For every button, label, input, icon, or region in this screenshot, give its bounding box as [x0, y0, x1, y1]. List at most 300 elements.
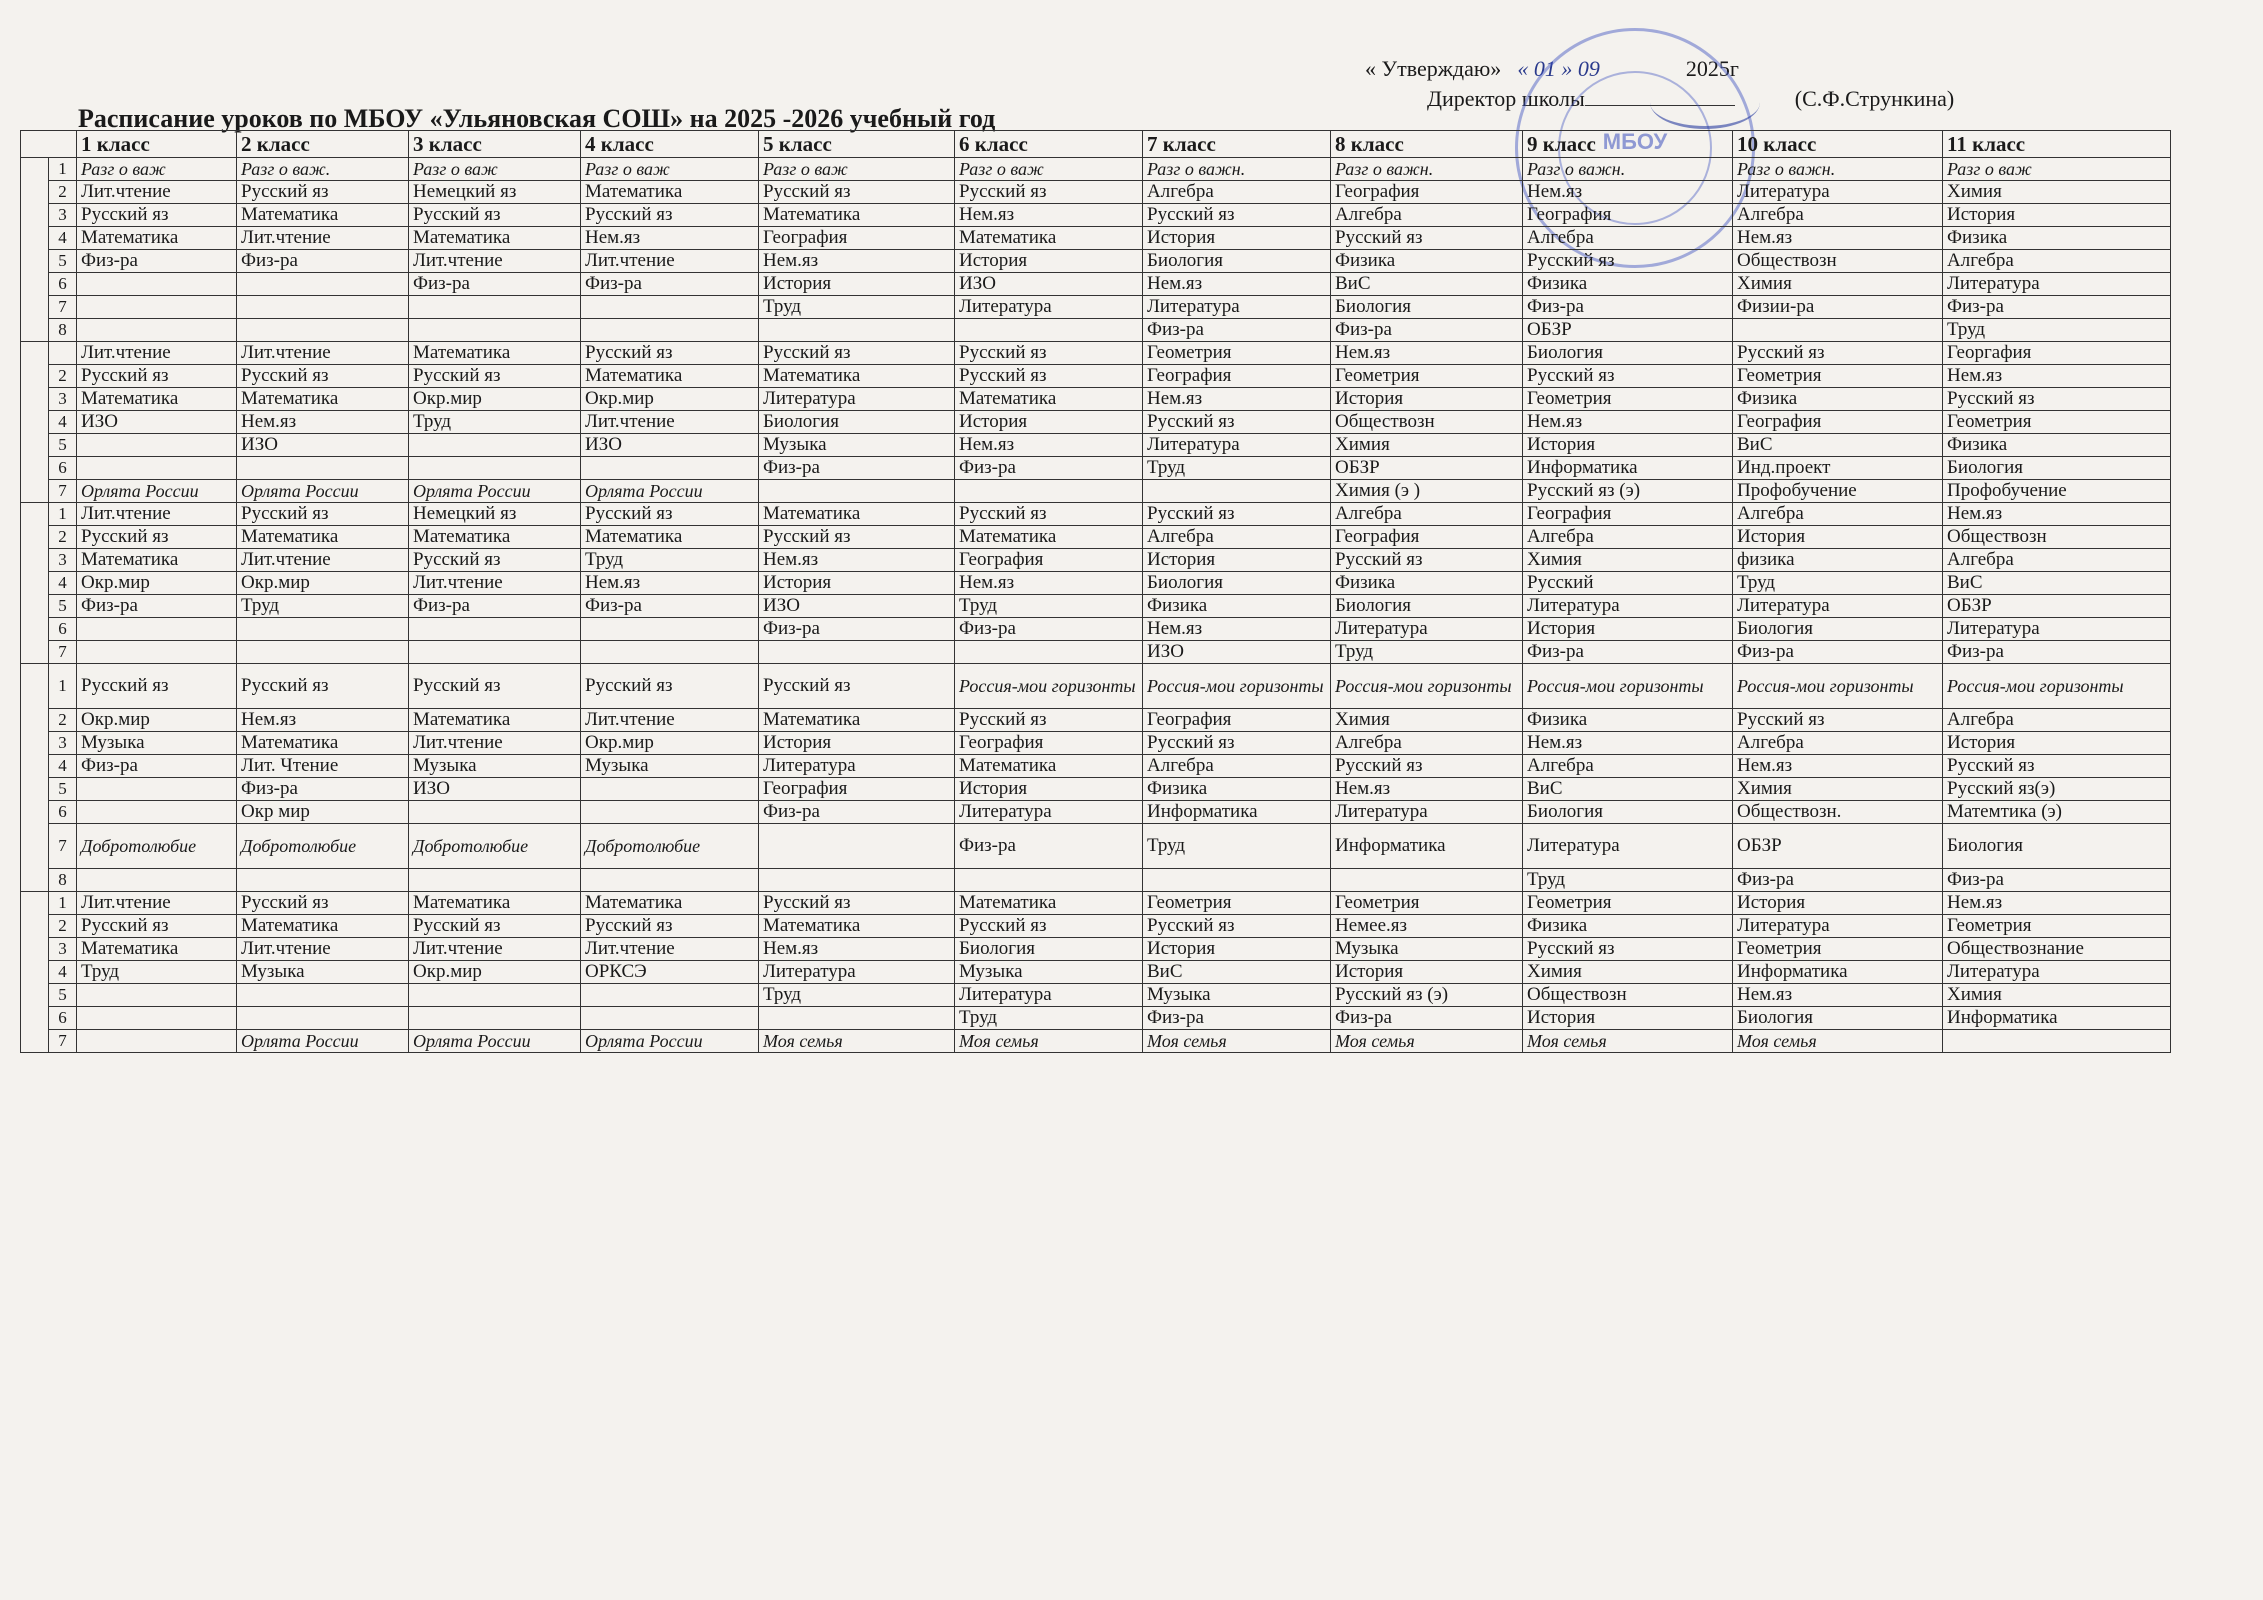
subject-cell: Геометрия — [1733, 365, 1943, 388]
subject-cell: Труд — [409, 411, 581, 434]
subject-cell: Геометрия — [1143, 342, 1331, 365]
subject-cell: Алгебра — [1733, 204, 1943, 227]
subject-cell: Математика — [77, 388, 237, 411]
subject-cell: Нем.яз — [581, 227, 759, 250]
subject-cell: Лит.чтение — [77, 181, 237, 204]
lesson-row — [21, 411, 2171, 434]
lesson-row — [21, 1030, 2171, 1053]
lesson-number: 7 — [49, 296, 77, 319]
subject-cell — [955, 869, 1143, 892]
subject-cell: Труд — [759, 296, 955, 319]
subject-cell: ИЗО — [237, 434, 409, 457]
subject-cell: Нем.яз — [955, 572, 1143, 595]
subject-cell: Обществозн — [1331, 411, 1523, 434]
subject-cell: Окр.мир — [237, 572, 409, 595]
subject-cell: Труд — [1143, 824, 1331, 869]
subject-cell: Русский яз — [955, 503, 1143, 526]
subject-cell: Русский яз — [77, 526, 237, 549]
subject-cell — [581, 641, 759, 664]
subject-cell: Русский яз — [581, 204, 759, 227]
subject-cell: Русский яз — [77, 915, 237, 938]
subject-cell: Инд.проект — [1733, 457, 1943, 480]
subject-cell: Добротолюбие — [581, 824, 759, 869]
lesson-number: 1 — [49, 664, 77, 709]
subject-cell: Физ-ра — [1943, 869, 2171, 892]
subject-cell: Труд — [955, 595, 1143, 618]
class-header: 7 класс — [1143, 131, 1331, 158]
subject-cell: Русский яз — [409, 365, 581, 388]
subject-cell: Геометрия — [1733, 938, 1943, 961]
subject-cell: Моя семья — [1523, 1030, 1733, 1053]
lesson-row — [21, 732, 2171, 755]
lesson-number: 1 — [49, 503, 77, 526]
subject-cell: Математика — [759, 709, 955, 732]
subject-cell: Алгебра — [1943, 549, 2171, 572]
lesson-row — [21, 250, 2171, 273]
class-header: 1 класс — [77, 131, 237, 158]
lesson-row — [21, 755, 2171, 778]
lesson-number — [49, 342, 77, 365]
subject-cell: Математика — [409, 342, 581, 365]
subject-cell: Физ-ра — [1523, 296, 1733, 319]
lesson-number: 3 — [49, 204, 77, 227]
subject-cell: ИЗО — [77, 411, 237, 434]
subject-cell: ИЗО — [759, 595, 955, 618]
lesson-row — [21, 595, 2171, 618]
subject-cell: Математика — [955, 388, 1143, 411]
lesson-row — [21, 480, 2171, 503]
subject-cell: Химия — [1733, 778, 1943, 801]
subject-cell: Литература — [1943, 961, 2171, 984]
subject-cell: Лит.чтение — [409, 250, 581, 273]
subject-cell: Нем.яз — [1733, 984, 1943, 1007]
lesson-row — [21, 158, 2171, 181]
lesson-row — [21, 984, 2171, 1007]
subject-cell: Русский яз — [1143, 915, 1331, 938]
subject-cell: География — [1523, 503, 1733, 526]
subject-cell: Информатика — [1943, 1007, 2171, 1030]
subject-cell: История — [1523, 1007, 1733, 1030]
subject-cell: Окр.мир — [77, 572, 237, 595]
subject-cell: Математика — [77, 227, 237, 250]
subject-cell: История — [1143, 227, 1331, 250]
lesson-number: 1 — [49, 892, 77, 915]
subject-cell: Алгебра — [1523, 526, 1733, 549]
subject-cell: Нем.яз — [1733, 227, 1943, 250]
subject-cell: Русский яз — [581, 915, 759, 938]
subject-cell: Физ-ра — [1943, 296, 2171, 319]
subject-cell: Геометрия — [1943, 411, 2171, 434]
subject-cell: География — [955, 549, 1143, 572]
subject-cell — [1943, 1030, 2171, 1053]
subject-cell: Нем.яз — [1331, 342, 1523, 365]
subject-cell: Физ-ра — [955, 824, 1143, 869]
subject-cell: ИЗО — [1143, 641, 1331, 664]
lesson-number: 2 — [49, 915, 77, 938]
subject-cell: Лит.чтение — [581, 411, 759, 434]
subject-cell: Физика — [1143, 595, 1331, 618]
subject-cell — [955, 319, 1143, 342]
lesson-number: 7 — [49, 1030, 77, 1053]
subject-cell: Химия — [1331, 434, 1523, 457]
subject-cell: Профобучение — [1943, 480, 2171, 503]
subject-cell: Литература — [1943, 273, 2171, 296]
subject-cell — [237, 869, 409, 892]
subject-cell: Алгебра — [1523, 755, 1733, 778]
subject-cell: Труд — [237, 595, 409, 618]
subject-cell: Русский яз — [77, 365, 237, 388]
subject-cell: Музыка — [237, 961, 409, 984]
subject-cell: Математика — [955, 227, 1143, 250]
subject-cell: Физ-ра — [77, 250, 237, 273]
lesson-number: 5 — [49, 778, 77, 801]
subject-cell — [759, 869, 955, 892]
subject-cell: Окр.мир — [409, 388, 581, 411]
subject-cell: Физ-ра — [955, 457, 1143, 480]
subject-cell: Россия-мои горизонты — [1943, 664, 2171, 709]
subject-cell: Разг о важн. — [1733, 158, 1943, 181]
subject-cell: Физ-ра — [237, 778, 409, 801]
lesson-row — [21, 296, 2171, 319]
subject-cell — [77, 319, 237, 342]
lesson-row — [21, 204, 2171, 227]
subject-cell: Нем.яз — [1523, 181, 1733, 204]
subject-cell: Физика — [1523, 273, 1733, 296]
day-label — [21, 158, 49, 342]
subject-cell: География — [1143, 365, 1331, 388]
subject-cell: История — [955, 778, 1143, 801]
subject-cell: Геометрия — [1523, 892, 1733, 915]
subject-cell — [77, 296, 237, 319]
subject-cell: Алгебра — [1331, 503, 1523, 526]
subject-cell — [237, 273, 409, 296]
subject-cell: Георгафия — [1943, 342, 2171, 365]
approval-date: « 01 » 09 — [1517, 56, 1600, 81]
subject-cell — [237, 618, 409, 641]
subject-cell: Физ-ра — [759, 457, 955, 480]
subject-cell: Биология — [1943, 824, 2171, 869]
lesson-number: 7 — [49, 824, 77, 869]
subject-cell: Физ-ра — [759, 801, 955, 824]
subject-cell — [581, 984, 759, 1007]
subject-cell: Русский яз — [237, 365, 409, 388]
subject-cell: Моя семья — [1331, 1030, 1523, 1053]
lesson-number: 2 — [49, 365, 77, 388]
lesson-row — [21, 824, 2171, 869]
subject-cell: Алгебра — [1523, 227, 1733, 250]
subject-cell: Обществозн — [1523, 984, 1733, 1007]
lesson-number: 3 — [49, 388, 77, 411]
subject-cell: История — [1143, 938, 1331, 961]
subject-cell: Алгебра — [1143, 526, 1331, 549]
subject-cell — [759, 319, 955, 342]
signature-icon — [1650, 76, 1760, 129]
subject-cell: Информатика — [1331, 824, 1523, 869]
subject-cell: Литература — [759, 388, 955, 411]
lesson-row — [21, 892, 2171, 915]
subject-cell: Моя семья — [759, 1030, 955, 1053]
subject-cell — [1143, 869, 1331, 892]
subject-cell: Математика — [77, 549, 237, 572]
subject-cell: Разг о важн. — [1331, 158, 1523, 181]
subject-cell: Математика — [581, 365, 759, 388]
subject-cell: Русский яз — [1523, 365, 1733, 388]
subject-cell: Геометрия — [1943, 915, 2171, 938]
subject-cell: История — [1143, 549, 1331, 572]
subject-cell: Физ-ра — [409, 273, 581, 296]
subject-cell: Информатика — [1523, 457, 1733, 480]
subject-cell — [77, 434, 237, 457]
subject-cell — [77, 618, 237, 641]
subject-cell: Россия-мои горизонты — [1331, 664, 1523, 709]
subject-cell: Литература — [759, 961, 955, 984]
lesson-number: 6 — [49, 273, 77, 296]
subject-cell: Разг о важ — [759, 158, 955, 181]
director-label: Директор школы — [1427, 84, 1735, 114]
lesson-row — [21, 801, 2171, 824]
subject-cell: Физ-ра — [581, 595, 759, 618]
subject-cell: Физ-ра — [1143, 1007, 1331, 1030]
subject-cell: ОБЗР — [1733, 824, 1943, 869]
subject-cell: Математика — [237, 388, 409, 411]
school-stamp-icon: МБОУ — [1515, 28, 1755, 268]
subject-cell: Музыка — [581, 755, 759, 778]
subject-cell — [409, 984, 581, 1007]
lesson-row — [21, 365, 2171, 388]
subject-cell: Литература — [1143, 434, 1331, 457]
subject-cell: Биология — [1331, 595, 1523, 618]
subject-cell: Лит.чтение — [77, 892, 237, 915]
subject-cell: Нем.яз — [1143, 273, 1331, 296]
lesson-number: 8 — [49, 869, 77, 892]
subject-cell: Математика — [955, 755, 1143, 778]
subject-cell: Литература — [1733, 181, 1943, 204]
subject-cell: Информатика — [1143, 801, 1331, 824]
subject-cell: ВиС — [1143, 961, 1331, 984]
subject-cell: Математика — [409, 892, 581, 915]
subject-cell — [581, 1007, 759, 1030]
subject-cell: ИЗО — [581, 434, 759, 457]
subject-cell: Нем.яз — [955, 434, 1143, 457]
subject-cell: Немее.яз — [1331, 915, 1523, 938]
subject-cell: Алгебра — [1331, 204, 1523, 227]
subject-cell — [759, 1007, 955, 1030]
subject-cell: Физ-ра — [759, 618, 955, 641]
subject-cell: Биология — [1943, 457, 2171, 480]
subject-cell: Математика — [409, 526, 581, 549]
subject-cell: Русский яз (э) — [1331, 984, 1523, 1007]
subject-cell: Нем.яз — [1331, 778, 1523, 801]
subject-cell: Химия — [1943, 984, 2171, 1007]
subject-cell: Матемтика (э) — [1943, 801, 2171, 824]
subject-cell: Нем.яз — [581, 572, 759, 595]
subject-cell: Орлята России — [237, 480, 409, 503]
subject-cell: Русский яз (э) — [1523, 480, 1733, 503]
subject-cell: Труд — [1331, 641, 1523, 664]
subject-cell: Математика — [955, 892, 1143, 915]
subject-cell — [759, 480, 955, 503]
subject-cell: Физии-ра — [1733, 296, 1943, 319]
subject-cell: Нем.яз — [1943, 503, 2171, 526]
subject-cell: Физ-ра — [409, 595, 581, 618]
subject-cell: Биология — [1143, 572, 1331, 595]
subject-cell: Алгебра — [1143, 181, 1331, 204]
lesson-number: 3 — [49, 938, 77, 961]
subject-cell — [1331, 869, 1523, 892]
subject-cell: Литература — [759, 755, 955, 778]
subject-cell: Литература — [955, 296, 1143, 319]
subject-cell: Геометрия — [1331, 365, 1523, 388]
subject-cell: Музыка — [409, 755, 581, 778]
subject-cell: Труд — [581, 549, 759, 572]
subject-cell: Математика — [237, 915, 409, 938]
lesson-number: 6 — [49, 457, 77, 480]
subject-cell: Нем.яз — [759, 549, 955, 572]
subject-cell: Русский яз — [409, 915, 581, 938]
subject-cell: Разг о важ — [1943, 158, 2171, 181]
subject-cell: Русский яз(э) — [1943, 778, 2171, 801]
subject-cell — [409, 618, 581, 641]
subject-cell: Литература — [1143, 296, 1331, 319]
lesson-row — [21, 388, 2171, 411]
subject-cell — [409, 641, 581, 664]
lesson-row — [21, 572, 2171, 595]
subject-cell: Разг о важн. — [1523, 158, 1733, 181]
subject-cell: Русский яз — [955, 342, 1143, 365]
subject-cell: Русский яз — [237, 892, 409, 915]
subject-cell: Физика — [1943, 434, 2171, 457]
subject-cell: Алгебра — [1943, 250, 2171, 273]
subject-cell: Физ-ра — [1143, 319, 1331, 342]
class-header: 4 класс — [581, 131, 759, 158]
class-header: 9 класс — [1523, 131, 1733, 158]
subject-cell: Лит.чтение — [237, 938, 409, 961]
subject-cell: История — [1331, 961, 1523, 984]
subject-cell: Русский яз — [77, 204, 237, 227]
lesson-row — [21, 709, 2171, 732]
subject-cell: Моя семья — [1733, 1030, 1943, 1053]
subject-cell — [409, 319, 581, 342]
subject-cell: ОБЗР — [1523, 319, 1733, 342]
subject-cell: Музыка — [77, 732, 237, 755]
subject-cell — [581, 618, 759, 641]
subject-cell: Русский яз — [1523, 938, 1733, 961]
class-header: 11 класс — [1943, 131, 2171, 158]
subject-cell: Физ-ра — [581, 273, 759, 296]
subject-cell: Биология — [955, 938, 1143, 961]
subject-cell: География — [759, 778, 955, 801]
subject-cell: Русский яз — [955, 915, 1143, 938]
subject-cell — [581, 778, 759, 801]
subject-cell: Лит.чтение — [237, 227, 409, 250]
lesson-number: 4 — [49, 227, 77, 250]
subject-cell: Лит.чтение — [581, 250, 759, 273]
subject-cell: Лит.чтение — [77, 503, 237, 526]
class-header: 5 класс — [759, 131, 955, 158]
subject-cell: Русский яз — [409, 664, 581, 709]
schedule-table — [20, 130, 2171, 1053]
lesson-number: 5 — [49, 984, 77, 1007]
subject-cell — [77, 1030, 237, 1053]
subject-cell: ИЗО — [955, 273, 1143, 296]
subject-cell: Русский яз — [1733, 709, 1943, 732]
lesson-row — [21, 342, 2171, 365]
subject-cell: Физ-ра — [1331, 319, 1523, 342]
subject-cell — [581, 296, 759, 319]
lesson-number: 5 — [49, 250, 77, 273]
lesson-number: 3 — [49, 732, 77, 755]
subject-cell: Физика — [1331, 250, 1523, 273]
subject-cell: География — [1331, 181, 1523, 204]
subject-cell: Лит.чтение — [581, 938, 759, 961]
subject-cell: Информатика — [1733, 961, 1943, 984]
subject-cell: Россия-мои горизонты — [1733, 664, 1943, 709]
subject-cell: Обществозн — [1943, 526, 2171, 549]
subject-cell: Разг о важ — [409, 158, 581, 181]
subject-cell: Русский яз — [1143, 732, 1331, 755]
lesson-row — [21, 778, 2171, 801]
subject-cell: Математика — [955, 526, 1143, 549]
subject-cell: физика — [1733, 549, 1943, 572]
subject-cell: Нем.яз — [955, 204, 1143, 227]
subject-cell — [237, 641, 409, 664]
subject-cell: Литература — [955, 801, 1143, 824]
subject-cell: Литература — [1733, 595, 1943, 618]
subject-cell: История — [759, 572, 955, 595]
subject-cell: Русский — [1523, 572, 1733, 595]
subject-cell — [759, 824, 955, 869]
subject-cell: Русский яз — [1523, 250, 1733, 273]
subject-cell — [77, 641, 237, 664]
lesson-number: 5 — [49, 434, 77, 457]
subject-cell: Лит.чтение — [581, 709, 759, 732]
subject-cell: Русский яз — [237, 664, 409, 709]
subject-cell: Музыка — [955, 961, 1143, 984]
subject-cell: Нем.яз — [237, 709, 409, 732]
subject-cell: История — [1733, 892, 1943, 915]
subject-cell: Геометрия — [1523, 388, 1733, 411]
subject-cell: Обществознание — [1943, 938, 2171, 961]
subject-cell: Немецкий яз — [409, 503, 581, 526]
subject-cell: Немецкий яз — [409, 181, 581, 204]
subject-cell: Русский яз — [1143, 204, 1331, 227]
lesson-row — [21, 664, 2171, 709]
subject-cell: Нем.яз — [759, 938, 955, 961]
subject-cell — [237, 296, 409, 319]
subject-cell: Химия — [1331, 709, 1523, 732]
subject-cell: Литература — [1943, 618, 2171, 641]
lesson-number: 4 — [49, 572, 77, 595]
subject-cell: Химия — [1733, 273, 1943, 296]
subject-cell: Орлята России — [581, 480, 759, 503]
lesson-number: 5 — [49, 595, 77, 618]
subject-cell: Нем.яз — [1523, 411, 1733, 434]
subject-cell — [409, 801, 581, 824]
subject-cell: Физ-ра — [1733, 641, 1943, 664]
subject-cell: Россия-мои горизонты — [1143, 664, 1331, 709]
subject-cell: Физ-ра — [1733, 869, 1943, 892]
subject-cell: Физ-ра — [1331, 1007, 1523, 1030]
subject-cell: Музыка — [1331, 938, 1523, 961]
subject-cell — [955, 641, 1143, 664]
lesson-number: 1 — [49, 158, 77, 181]
subject-cell — [77, 273, 237, 296]
lesson-number: 7 — [49, 480, 77, 503]
subject-cell: Окр.мир — [581, 388, 759, 411]
subject-cell — [77, 457, 237, 480]
lesson-row — [21, 641, 2171, 664]
subject-cell: Русский яз — [759, 342, 955, 365]
